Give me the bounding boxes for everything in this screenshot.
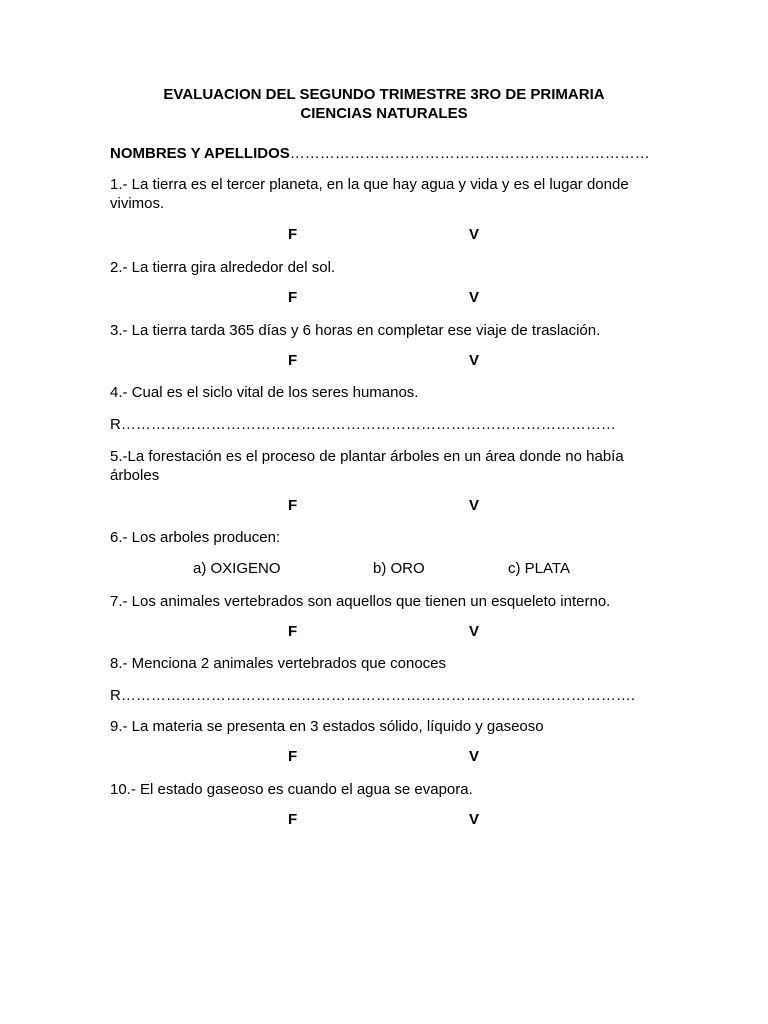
- question-5: 5.-La forestación es el proceso de plantar árboles en un área donde no había árboles: [110, 448, 624, 484]
- question-10: 10.- El estado gaseoso es cuando el agua se evapora.: [110, 781, 473, 798]
- question-1: 1.- La tierra es el tercer planeta, en la que hay agua y vida y es el lugar donde vivimos.: [110, 176, 629, 212]
- question-2: 2.- La tierra gira alrededor del sol.: [110, 259, 336, 276]
- student-name-dots: ………………………………………………………………: [289, 145, 650, 162]
- question-7: 7.- Los animales vertebrados son aquellos que tienen un esqueleto interno.: [110, 593, 611, 610]
- q10-false-option[interactable]: F: [288, 811, 298, 828]
- q6-option-c[interactable]: c) PLATA: [508, 560, 570, 577]
- q7-false-option[interactable]: F: [288, 623, 298, 640]
- question-4: 4.- Cual es el siclo vital de los seres humanos.: [110, 384, 419, 401]
- exam-title: EVALUACION DEL SEGUNDO TRIMESTRE 3RO DE PRIMARIA: [163, 86, 605, 103]
- q9-false-option[interactable]: F: [288, 748, 298, 765]
- q4-answer-line[interactable]: R………………………………………………………………………………………: [110, 416, 616, 433]
- q5-true-option[interactable]: V: [469, 497, 480, 514]
- q1-false-option[interactable]: F: [288, 226, 298, 243]
- q5-false-option[interactable]: F: [288, 497, 298, 514]
- q6-option-b[interactable]: b) ORO: [373, 560, 425, 577]
- question-9: 9.- La materia se presenta en 3 estados sólido, líquido y gaseoso: [110, 718, 544, 735]
- question-8: 8.- Menciona 2 animales vertebrados que conoces: [110, 655, 447, 672]
- q3-true-option[interactable]: V: [469, 352, 480, 369]
- q6-option-a[interactable]: a) OXIGENO: [193, 560, 281, 577]
- q3-false-option[interactable]: F: [288, 352, 298, 369]
- q2-false-option[interactable]: F: [288, 289, 298, 306]
- student-name-label: NOMBRES Y APELLIDOS: [110, 145, 290, 162]
- q7-true-option[interactable]: V: [469, 623, 480, 640]
- student-name-line: [110, 144, 670, 163]
- exam-subject: CIENCIAS NATURALES: [300, 105, 468, 122]
- q10-true-option[interactable]: V: [469, 811, 480, 828]
- q8-answer-line[interactable]: R………………………………………………………………………………………….: [110, 687, 635, 704]
- question-3: 3.- La tierra tarda 365 días y 6 horas en completar ese viaje de traslación.: [110, 322, 601, 339]
- q1-true-option[interactable]: V: [469, 226, 480, 243]
- question-6: 6.- Los arboles producen:: [110, 529, 281, 546]
- q2-true-option[interactable]: V: [469, 289, 480, 306]
- q9-true-option[interactable]: V: [469, 748, 480, 765]
